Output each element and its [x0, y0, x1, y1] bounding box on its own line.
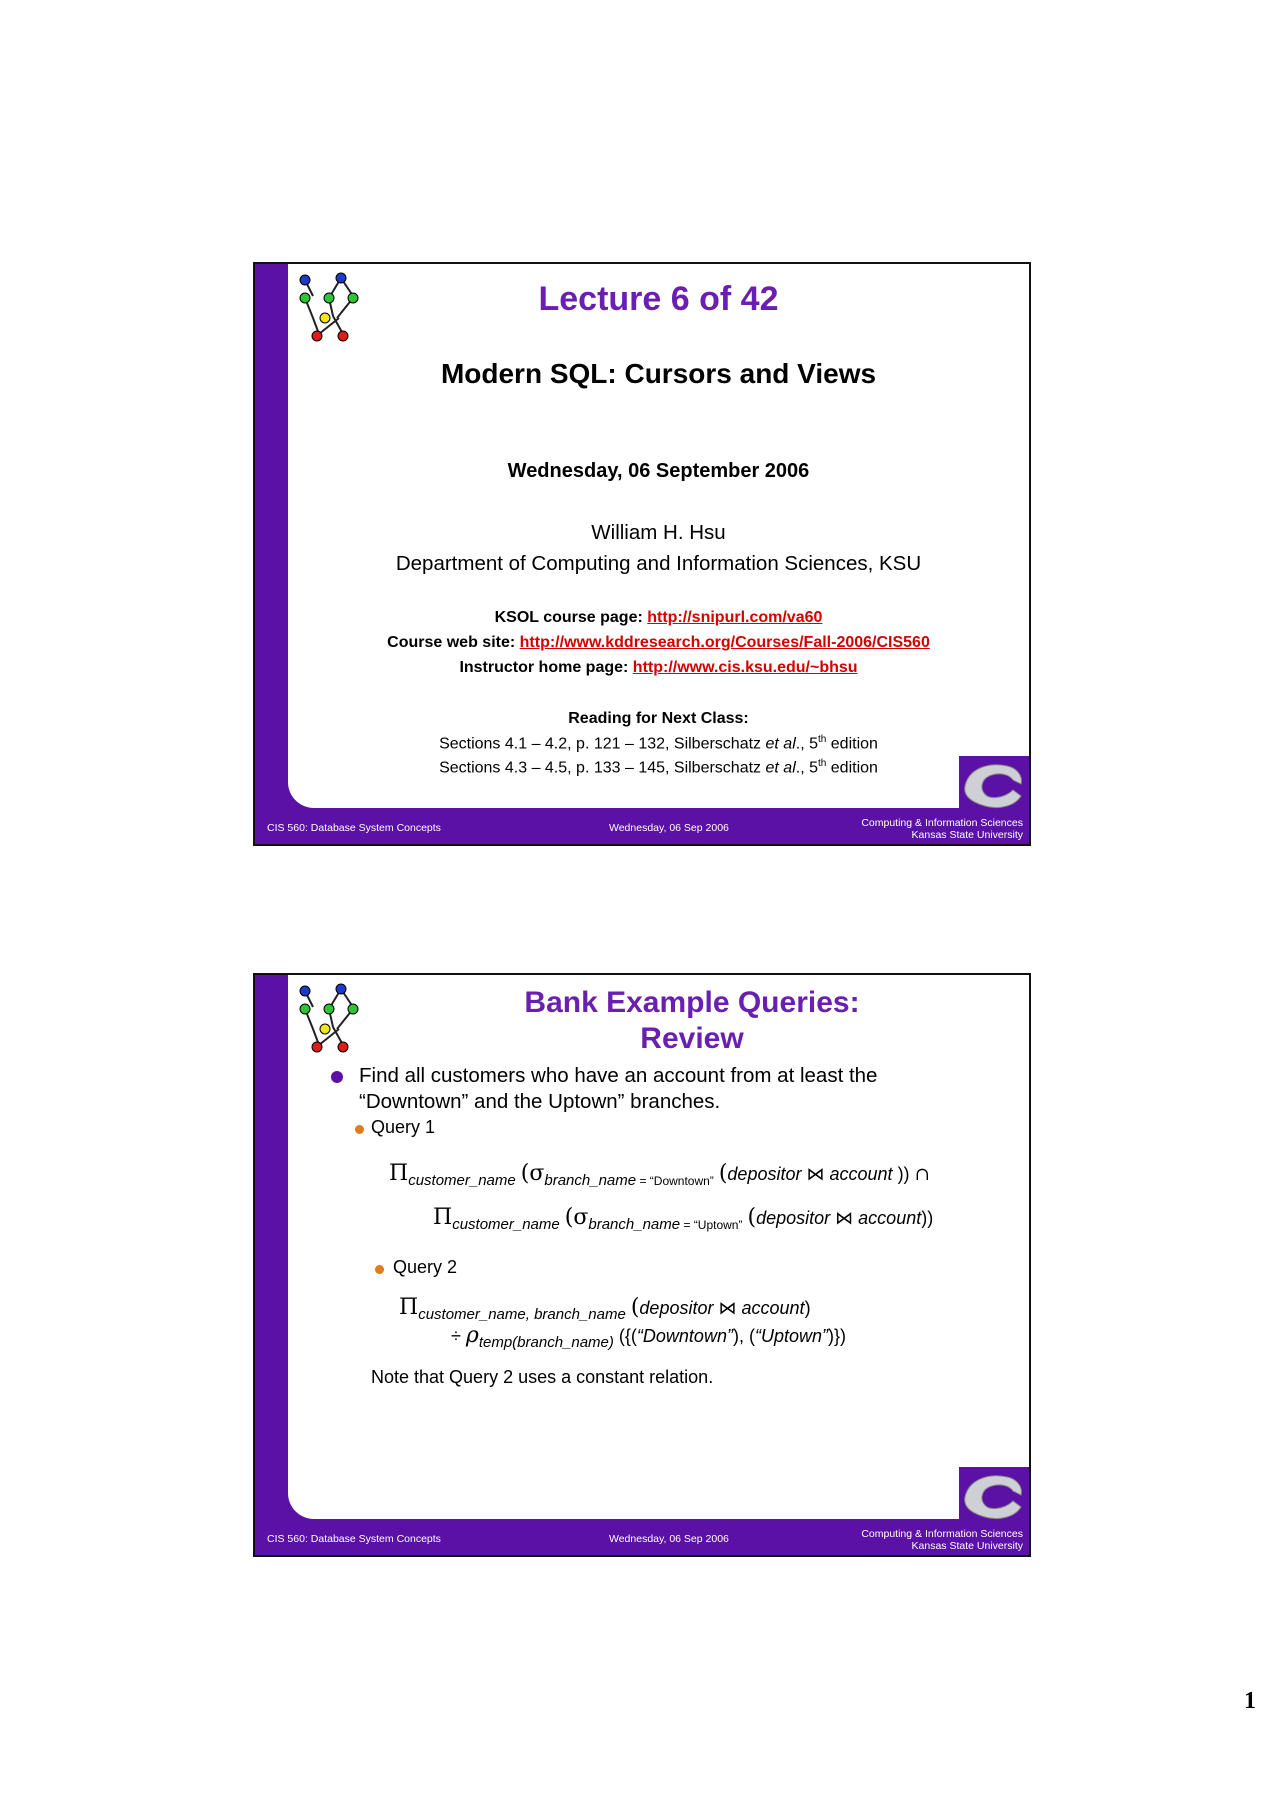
- relation-depositor: depositor: [727, 1164, 802, 1184]
- query2-note: Note that Query 2 uses a constant relation.: [371, 1367, 714, 1387]
- query1-label: Query 1: [371, 1117, 436, 1137]
- constant-downtown: “Downtown”: [636, 1326, 733, 1346]
- pi-subscript: customer_name: [452, 1216, 560, 1233]
- link-label: Course web site:: [387, 634, 520, 651]
- author-name: William H. Hsu: [591, 521, 726, 544]
- slide-title: Lecture 6 of 42: [538, 280, 779, 318]
- slide-2: [253, 973, 1031, 1557]
- footer-course: CIS 560: Database System Concepts: [267, 1533, 441, 1545]
- wildcat-crest-icon: [959, 1467, 1029, 1525]
- sub-bullet-icon: [355, 1125, 364, 1134]
- rho-subscript: temp(branch_name): [478, 1334, 614, 1351]
- query2-label: Query 2: [393, 1257, 458, 1277]
- sigma-subscript: branch_name: [588, 1216, 681, 1233]
- bullet-dot-icon: [331, 1071, 343, 1083]
- link-label: KSOL course page:: [494, 609, 648, 626]
- wildcat-crest-icon: [959, 756, 1029, 814]
- network-logo-icon: [293, 979, 363, 1057]
- query1-expression-line1: $\Pi_{customer\_name}$ ($\sigma_{branch\_name}$ $_{= “Downtown”}$ (depositor ⋈ account )) ∩: [389, 1161, 930, 1189]
- selection-condition: = “Uptown”: [680, 1218, 743, 1232]
- reading-text: edition: [826, 759, 878, 777]
- slide-title: [375, 985, 1009, 1057]
- sigma-subscript: branch_name: [544, 1172, 637, 1189]
- pi-subscript: customer_name, branch_name: [418, 1306, 626, 1323]
- query2-expression-line2: ÷ $\rho_{temp(branch\_name)}$ ({(“Downtown”), (“Uptown”)}): [451, 1323, 846, 1351]
- slide-subtitle: Modern SQL: Cursors and Views: [440, 358, 877, 389]
- ksol-link-line: [288, 609, 1029, 627]
- query1-expression-line2: $\Pi_{customer\_name}$ ($\sigma_{branch\_name}$ $_{= “Uptown”}$ (depositor ⋈ account)): [433, 1205, 934, 1233]
- slide-title-line2: Review: [640, 1022, 744, 1055]
- sub-bullet-icon: [375, 1265, 384, 1274]
- link-label: Instructor home page:: [459, 659, 633, 676]
- page-number: 1: [1244, 1688, 1256, 1714]
- ksol-course-link[interactable]: http://snipurl.com/va60: [647, 609, 823, 626]
- slide-title-line1: Bank Example Queries:: [524, 986, 860, 1019]
- instructor-home-link[interactable]: http://www.cis.ksu.edu/~bhsu: [632, 659, 858, 676]
- reading-sup: th: [817, 758, 827, 769]
- relation-account: account: [858, 1208, 922, 1228]
- reading-line-1: [288, 734, 1029, 753]
- relation-account: account: [829, 1164, 893, 1184]
- slide-1: [253, 262, 1031, 846]
- relation-account: account: [741, 1298, 805, 1318]
- course-site-link-line: [288, 634, 1029, 652]
- footer-department: [861, 817, 1023, 841]
- reading-etal: et al: [765, 759, 796, 777]
- reading-text: ., 5: [795, 759, 818, 777]
- course-web-site-link[interactable]: http://www.kddresearch.org/Courses/Fall-2006/CIS560: [519, 634, 930, 651]
- reading-text: edition: [826, 735, 878, 753]
- footer-dept-line2: Kansas State University: [911, 1540, 1023, 1552]
- bullet-text: Find all customers who have an account from at least the “Downtown” and the Uptown” branches.: [359, 1064, 878, 1113]
- footer-dept-line2: Kansas State University: [911, 829, 1023, 841]
- footer-dept-line1: Computing & Information Sciences: [861, 1528, 1023, 1540]
- reading-text: Sections 4.1 – 4.2, p. 121 – 132, Silberschatz: [439, 735, 766, 753]
- reading-heading: Reading for Next Class:: [568, 710, 749, 727]
- constant-uptown: “Uptown”: [754, 1326, 828, 1346]
- department-name: Department of Computing and Information Sciences, KSU: [395, 552, 922, 575]
- relation-depositor: depositor: [756, 1208, 831, 1228]
- footer-dept-line1: Computing & Information Sciences: [861, 817, 1023, 829]
- reading-etal: et al: [765, 735, 796, 753]
- footer-department: [861, 1528, 1023, 1552]
- relation-depositor: depositor: [639, 1298, 714, 1318]
- reading-line-2: [288, 758, 1029, 777]
- reading-sup: th: [817, 734, 827, 745]
- lecture-date: Wednesday, 06 September 2006: [507, 460, 810, 482]
- footer-date: Wednesday, 06 Sep 2006: [609, 822, 729, 834]
- footer-course: CIS 560: Database System Concepts: [267, 822, 441, 834]
- instructor-link-line: [288, 659, 1029, 677]
- query2-expression-line1: $\Pi_{customer\_name, branch\_name}$ (depositor ⋈ account): [399, 1295, 811, 1323]
- reading-text: ., 5: [795, 735, 818, 753]
- reading-text: Sections 4.3 – 4.5, p. 133 – 145, Silberschatz: [439, 759, 766, 777]
- footer-date: Wednesday, 06 Sep 2006: [609, 1533, 729, 1545]
- pi-subscript: customer_name: [408, 1172, 516, 1189]
- selection-condition: = “Downtown”: [636, 1174, 714, 1188]
